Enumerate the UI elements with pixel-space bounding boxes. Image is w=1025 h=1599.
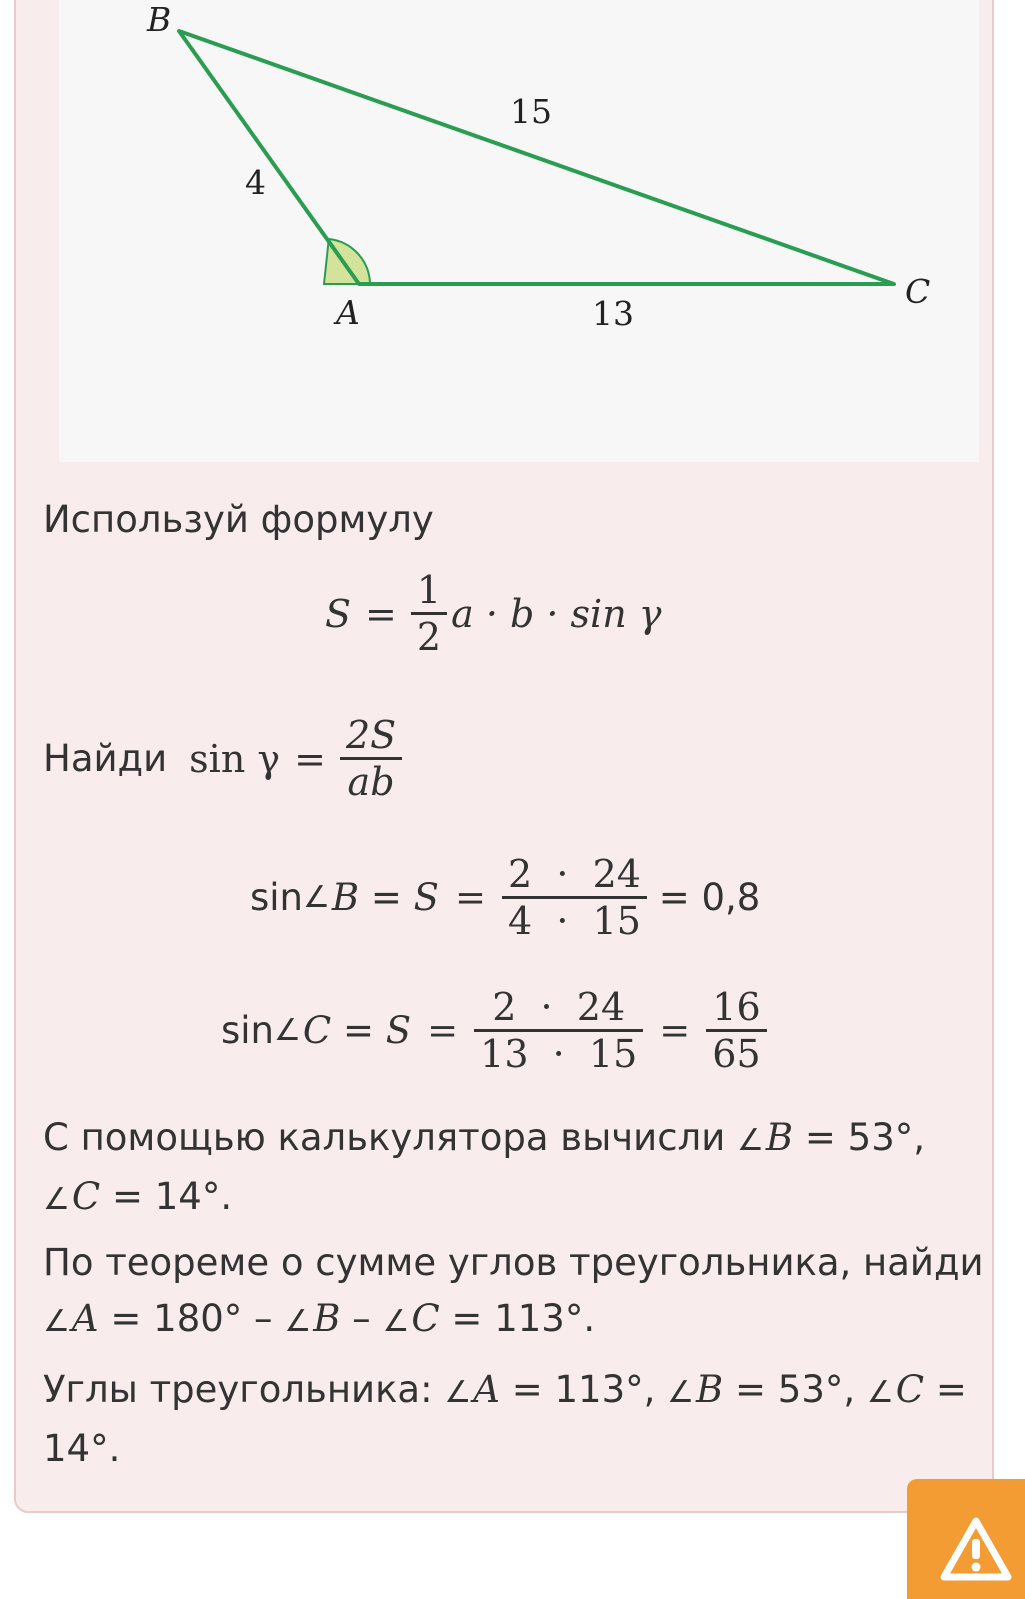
sin-b-result: = 0,8 xyxy=(646,876,761,919)
sin-c-eq1: = xyxy=(331,1009,386,1052)
theorem-c: C xyxy=(411,1297,440,1340)
formula-den: 2 xyxy=(416,615,442,659)
find-num: 2S xyxy=(340,713,402,760)
answer-val-b: = 53°, xyxy=(723,1368,867,1411)
answer-val-a: = 113°, xyxy=(499,1368,668,1411)
calc-angle-c: C xyxy=(71,1175,101,1218)
sin-c-num: 2 · 24 xyxy=(474,985,643,1032)
theorem-b: B xyxy=(313,1297,341,1340)
theorem-part1: = 180° – xyxy=(98,1297,285,1340)
find-lhs: sin γ xyxy=(189,736,281,781)
find-fraction xyxy=(340,713,402,804)
sin-b-angle: B xyxy=(331,876,360,919)
calc-paragraph xyxy=(43,1110,925,1228)
vertex-b-label: B xyxy=(147,0,172,39)
sin-b-eq1: = xyxy=(359,876,414,919)
angle-icon: ∠ xyxy=(737,1123,764,1158)
triangle-diagram xyxy=(59,0,979,462)
angle-icon: ∠ xyxy=(667,1375,695,1410)
sin-c-fraction2 xyxy=(706,985,766,1076)
triangle-figure xyxy=(59,0,979,462)
theorem-part3: = 113°. xyxy=(439,1297,596,1340)
triangle-abc xyxy=(179,31,894,284)
calc-text: С помощью калькулятора вычисли xyxy=(43,1116,738,1159)
formula-num: 1 xyxy=(411,568,447,615)
angle-icon: ∠ xyxy=(866,1375,894,1410)
find-sin-line xyxy=(43,713,402,804)
sin-b-label: sin xyxy=(250,876,304,919)
calc-val-b: = 53°, xyxy=(793,1116,925,1159)
sin-c-den: 13 · 15 xyxy=(480,1032,638,1076)
theorem-a: A xyxy=(71,1297,99,1340)
sin-c-s: S xyxy=(385,1009,412,1052)
sin-c-eq3: = xyxy=(659,1009,691,1052)
angle-icon: ∠ xyxy=(444,1375,472,1410)
report-warning-button[interactable] xyxy=(907,1479,1025,1599)
angle-icon: ∠ xyxy=(382,1304,410,1339)
sin-c-num2: 16 xyxy=(706,985,766,1032)
side-ac-label: 13 xyxy=(592,294,634,333)
sin-c-den2: 65 xyxy=(712,1032,761,1076)
warning-triangle-icon xyxy=(940,1517,1012,1581)
answer-c: C xyxy=(895,1368,925,1411)
sin-b-line xyxy=(250,852,760,943)
answer-prefix: Углы треугольника: xyxy=(43,1368,445,1411)
angle-icon: ∠ xyxy=(284,1304,312,1339)
theorem-line1: По теореме о сумме углов треугольника, найди xyxy=(43,1241,984,1284)
side-ab-label: 4 xyxy=(245,163,266,202)
find-prefix: Найди xyxy=(43,737,168,780)
formula-fraction xyxy=(411,568,447,659)
side-bc-label: 15 xyxy=(510,92,552,131)
sin-c-fraction xyxy=(474,985,643,1076)
calc-angle-b: B xyxy=(765,1116,794,1159)
formula-lhs: S xyxy=(325,591,352,636)
sin-b-den: 4 · 15 xyxy=(508,899,641,943)
answer-b: B xyxy=(696,1368,724,1411)
sin-c-label: sin xyxy=(221,1009,275,1052)
area-formula xyxy=(325,568,661,659)
vertex-c-label: C xyxy=(905,272,931,311)
find-eq: = xyxy=(294,736,326,781)
formula-eq: = xyxy=(365,591,397,636)
sin-c-eq2: = xyxy=(427,1009,459,1052)
answer-paragraph xyxy=(43,1362,967,1477)
sin-c-line xyxy=(221,985,767,1076)
sin-b-s: S xyxy=(413,876,440,919)
answer-line2: 14°. xyxy=(43,1427,121,1470)
angle-icon: ∠ xyxy=(43,1182,70,1217)
angle-icon: ∠ xyxy=(274,1013,301,1048)
theorem-part2: – xyxy=(340,1297,383,1340)
calc-val-c: = 14°. xyxy=(100,1175,233,1218)
vertex-a-label: A xyxy=(336,293,360,332)
find-den: ab xyxy=(347,760,395,804)
sin-b-eq2: = xyxy=(455,876,487,919)
answer-a: A xyxy=(473,1368,500,1411)
angle-icon: ∠ xyxy=(303,880,330,915)
formula-rhs: a · b · sin γ xyxy=(451,591,662,636)
answer-val-c: = xyxy=(924,1368,967,1411)
sin-c-angle: C xyxy=(302,1009,332,1052)
angle-icon: ∠ xyxy=(43,1304,70,1339)
intro-text: Используй формулу xyxy=(43,498,434,541)
sin-b-fraction xyxy=(502,852,647,943)
sin-b-num: 2 · 24 xyxy=(502,852,647,899)
theorem-paragraph xyxy=(43,1235,984,1350)
